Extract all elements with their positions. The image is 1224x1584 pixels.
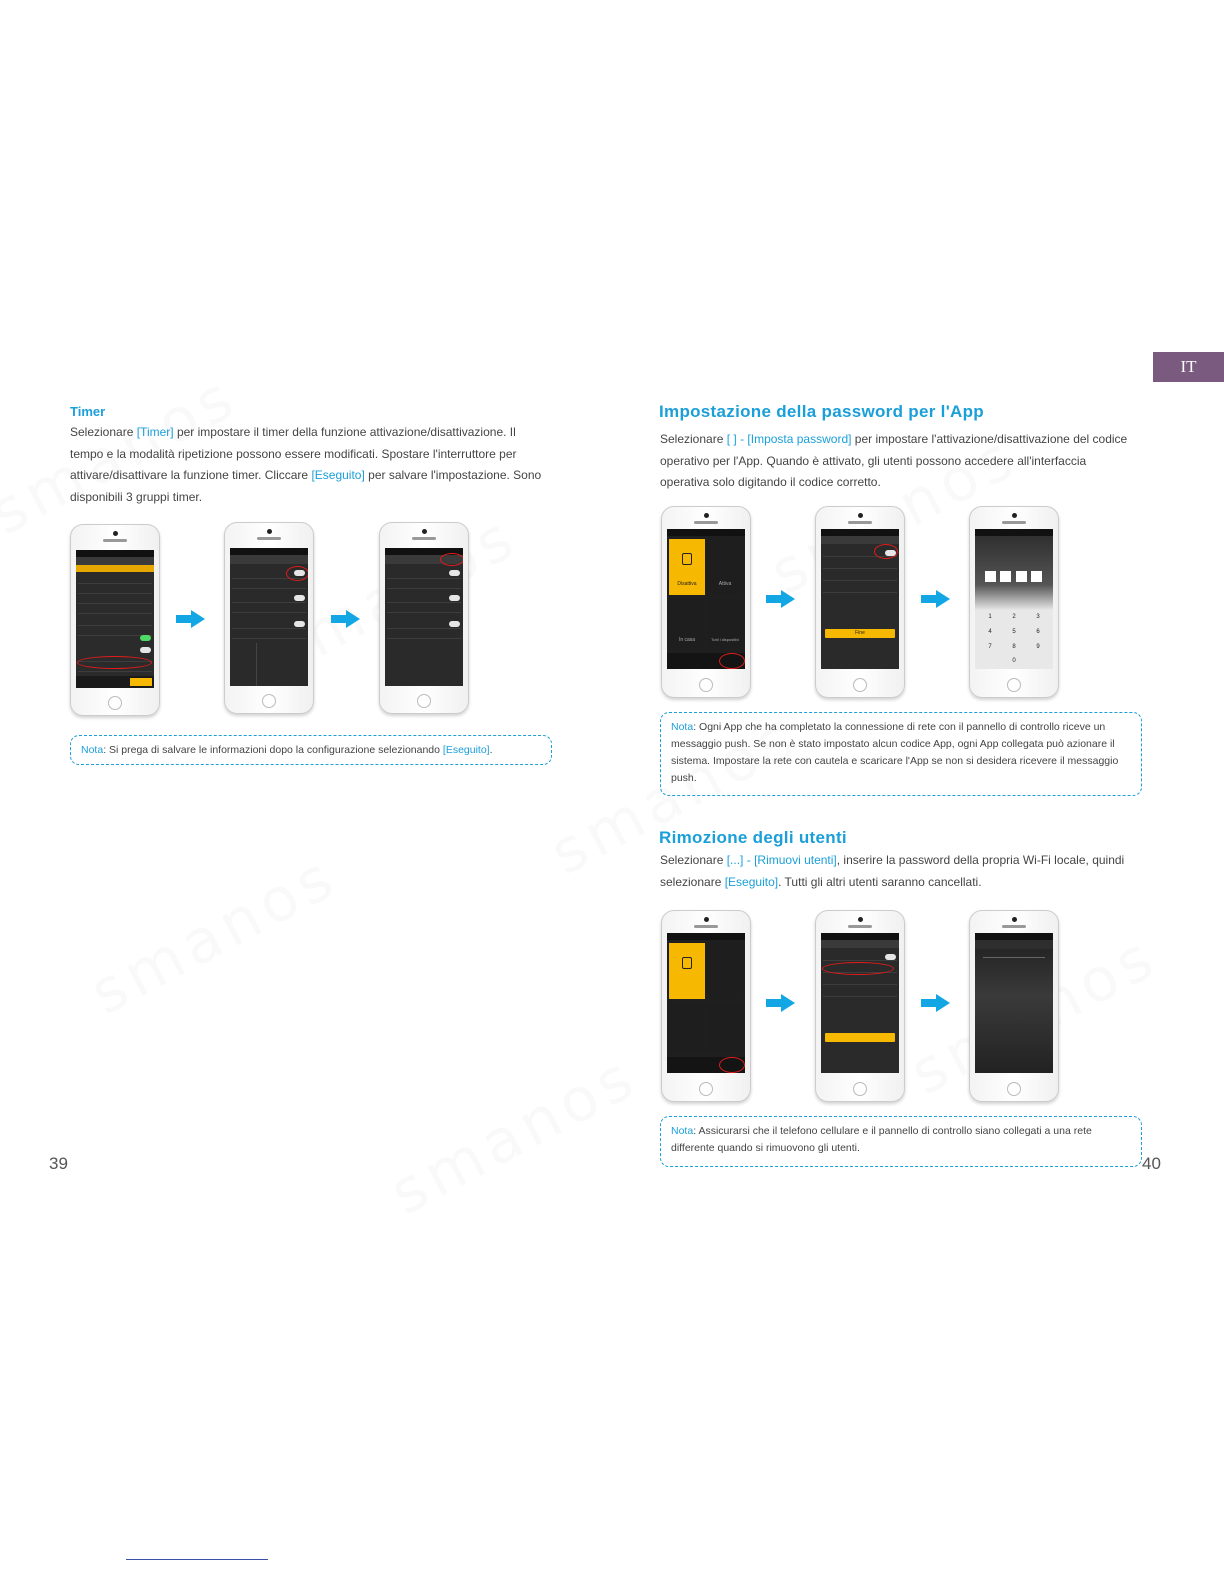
arrow-right-icon [921,590,951,608]
phone-screenshot-password-keypad: 1 2 3 4 5 6 7 8 9 0 [969,506,1059,698]
footer-line [126,1559,268,1560]
watermark [379,1041,649,1229]
arrow-right-icon [766,994,796,1012]
phone-screenshot-timer-done [379,522,469,714]
note-box-remove-users: Nota: Assicurarsi che il telefono cellulare e il pannello di controllo siano collegati a una rete differente quando si rimuovono gli utenti. [660,1116,1142,1167]
page-number-left: 39 [49,1154,68,1173]
phone-screenshot-home-2 [661,910,751,1102]
phone-screenshot-home: Disattiva Attiva In casa Tutti i dispositivi [661,506,751,698]
watermark [79,841,349,1029]
arrow-right-icon [766,590,796,608]
password-section-heading: Impostazione della password per l'App [659,402,984,421]
note-box-timer: Nota: Si prega di salvare le informazioni dopo la configurazione selezionando [Eseguito]. [70,735,552,765]
phone-screenshot-timer-menu [70,524,160,716]
phone-screenshot-wifi-password [969,910,1059,1102]
arrow-right-icon [331,610,361,628]
timer-paragraph: Selezionare [Timer] per impostare il timer della funzione attivazione/disattivazione. Il tempo e la modalità ripetizione possono essere modificati. Spostare l'interruttore per attivare/disattivare la funzione timer. Cliccare [Eseguito] per salvare l'impostazione. Sono disponibili 3 gruppi timer. [70,425,542,504]
note-box-password: Nota: Ogni App che ha completato la connessione di rete con il pannello di controllo riceve un messaggio push. Se non è stato impostato alcun codice App, ogni App collegata può azionare il sistema. Impostare la rete con cautela e scaricare l'App se non si desidera ricevere il messaggio push. [660,712,1142,796]
language-tab: IT [1153,352,1224,382]
page-number-right: 40 [1142,1154,1161,1173]
remove-users-paragraph: Selezionare [...] - [Rimuovi utenti], inserire la password della propria Wi-Fi locale, quindi selezionare [Eseguito]. Tutti gli altri utenti saranno cancellati. [660,853,1125,889]
arrow-right-icon [921,994,951,1012]
remove-users-heading: Rimozione degli utenti [659,828,847,847]
password-paragraph: Selezionare [ ] - [Imposta password] per impostare l'attivazione/disattivazione del codice operativo per l'App. Quando è attivato, gli utenti possono accedere all'interfaccia operativa solo digitando il codice corretto. [660,432,1128,489]
phone-screenshot-password-toggle: Fine [815,506,905,698]
arrow-right-icon [176,610,206,628]
timer-heading: Timer [70,404,106,419]
phone-screenshot-remove-users [815,910,905,1102]
phone-screenshot-timer-list [224,522,314,714]
